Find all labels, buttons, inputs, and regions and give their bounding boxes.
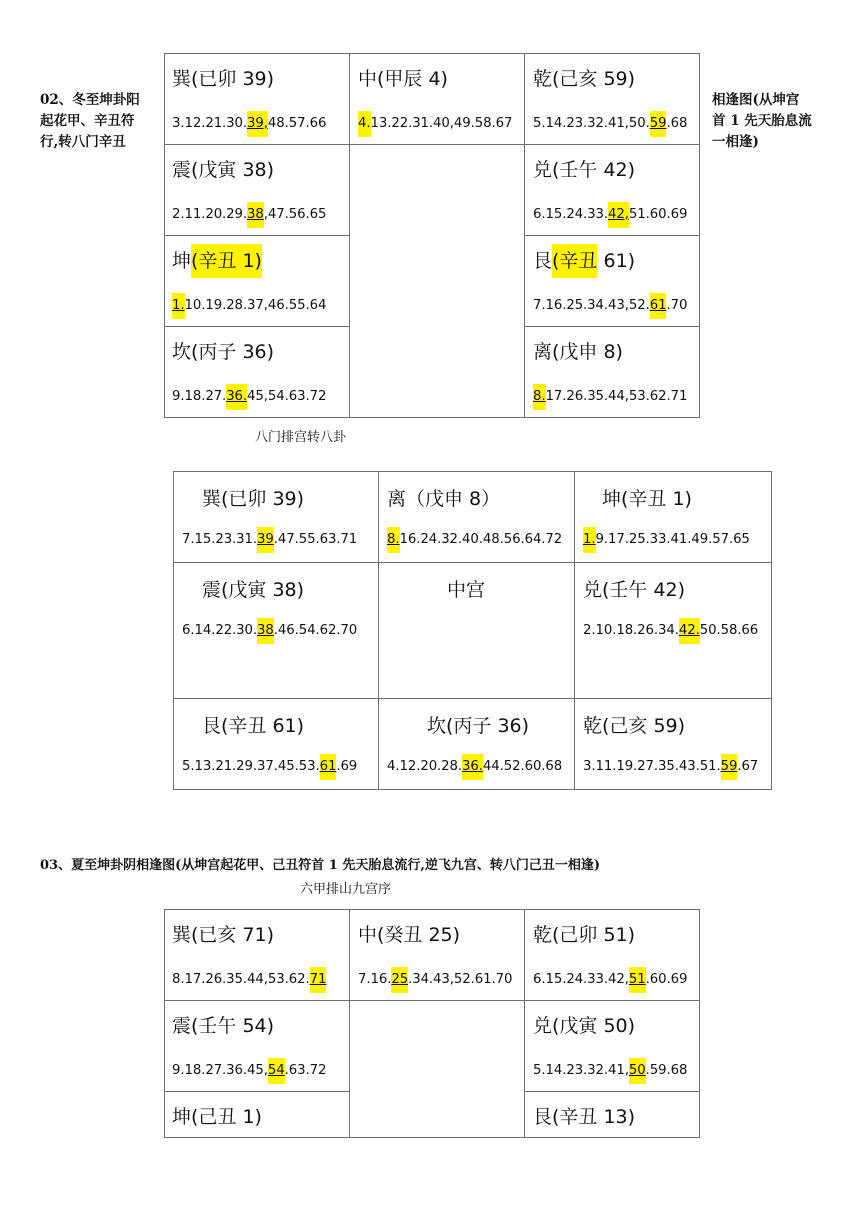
- cell-xun: [165, 54, 350, 145]
- cell-numbers: 6.15.24.33.42,51.60.69: [533, 967, 687, 993]
- cell-numbers: 2.11.20.29.38,47.56.65: [172, 202, 326, 228]
- cell-numbers: 4.12.20.28.36.44.52.60.68: [387, 754, 562, 780]
- highlight-number: 39: [257, 527, 274, 553]
- cell-title: 兑(壬午 42): [533, 159, 636, 181]
- highlight-number: 39,: [247, 111, 268, 137]
- section02-label: [40, 90, 160, 153]
- highlight-number: 1.: [583, 527, 596, 553]
- cell-dui: [525, 145, 700, 236]
- caption-liujia: 六甲排山九宫序: [300, 882, 392, 897]
- section03-heading: 03、夏至坤卦阴相逢图(从坤宫起花甲、己丑符首 1 先天胎息流行,逆飞九宫、转八门己丑一相逢): [40, 858, 601, 873]
- highlight-number: 38: [257, 618, 274, 644]
- section02-right-line: 相逢图(从坤宫: [712, 92, 800, 108]
- highlight-number: 61: [650, 293, 667, 319]
- cell-title: 兑(戊寅 50): [533, 1015, 636, 1037]
- cell-gen: [525, 1092, 700, 1138]
- cell-center-empty: [350, 1001, 525, 1138]
- cell-numbers: 3.12.21.30.39,48.57.66: [172, 111, 326, 137]
- cell-title: 离（戊申 8）: [387, 488, 501, 510]
- cell-numbers: 4.13.22.31.40,49.58.67: [358, 111, 512, 137]
- cell-numbers: 7.16.25.34.43,52.61.70: [358, 967, 512, 993]
- cell-title: 巽(已卯 39): [202, 488, 305, 510]
- cell-title: 艮(辛丑 61): [533, 244, 635, 278]
- cell-numbers: 1.10.19.28.37,46.55.64: [172, 293, 326, 319]
- section02-right-line: 一相逢): [712, 134, 759, 150]
- cell-gen: [174, 699, 379, 790]
- cell-title: 震(壬午 54): [172, 1015, 275, 1037]
- highlight-title: (辛丑 1): [191, 244, 262, 278]
- cell-title: 中(甲辰 4): [358, 68, 448, 90]
- highlight-number: 1.: [172, 293, 185, 319]
- highlight-number: 42.: [679, 618, 700, 644]
- cell-kan: [379, 699, 575, 790]
- highlight-number: 50: [629, 1058, 646, 1084]
- cell-kun: [165, 1092, 350, 1138]
- highlight-number: 59: [650, 111, 667, 137]
- highlight-number: 25: [391, 967, 408, 993]
- cell-title: 中(癸丑 25): [358, 924, 461, 946]
- section02-label-line: 02、冬至坤卦阳: [40, 92, 140, 108]
- cell-title: 坤(己丑 1): [172, 1106, 262, 1128]
- caption-bamen: 八门排宫转八卦: [255, 430, 347, 445]
- highlight-number: 8.: [387, 527, 400, 553]
- cell-title: 离(戊申 8): [533, 341, 623, 363]
- cell-numbers: 9.18.27.36.45,54.63.72: [172, 384, 326, 410]
- cell-title: 巽(已卯 39): [172, 68, 275, 90]
- cell-zhonggong: [379, 563, 575, 699]
- cell-xun: [165, 910, 350, 1001]
- cell-title: 震(戊寅 38): [202, 579, 305, 601]
- cell-numbers: 3.11.19.27.35.43.51.59.67: [583, 754, 758, 780]
- grid-bagua: [173, 471, 772, 790]
- cell-qian: [575, 699, 772, 790]
- cell-numbers: 8.16.24.32.40.48.56.64.72: [387, 527, 562, 553]
- section02-right-note: [712, 90, 842, 153]
- cell-title: 震(戊寅 38): [172, 159, 275, 181]
- cell-li: [525, 327, 700, 418]
- highlight-number: 38: [247, 202, 264, 228]
- cell-xun: [174, 472, 379, 563]
- highlight-number: 71: [310, 967, 327, 993]
- highlight-number: 36.: [226, 384, 247, 410]
- section02-label-line: 行,转八门辛丑: [40, 134, 126, 150]
- cell-title: 巽(已亥 71): [172, 924, 275, 946]
- cell-numbers: 5.13.21.29.37.45.53.61.69: [182, 754, 357, 780]
- cell-center-empty: [350, 145, 525, 418]
- cell-kan: [165, 327, 350, 418]
- section02-right-line: 首 1 先天胎息流: [712, 113, 812, 129]
- cell-gen: [525, 236, 700, 327]
- highlight-number: 61: [320, 754, 337, 780]
- cell-zhen: [165, 145, 350, 236]
- cell-numbers: 2.10.18.26.34.42.50.58.66: [583, 618, 758, 644]
- cell-kun: [165, 236, 350, 327]
- cell-kun: [575, 472, 772, 563]
- cell-numbers: 1.9.17.25.33.41.49.57.65: [583, 527, 750, 553]
- grid-summer-yin: [164, 909, 700, 1138]
- highlight-number: 42,: [608, 202, 629, 228]
- cell-title: 坎(丙子 36): [172, 341, 275, 363]
- highlight-number: 4.: [358, 111, 371, 137]
- highlight-number: 8.: [533, 384, 546, 410]
- cell-title: 艮(辛丑 13): [533, 1106, 636, 1128]
- cell-zhen: [165, 1001, 350, 1092]
- cell-zhong: [350, 910, 525, 1001]
- cell-title: 乾(己卯 51): [533, 924, 636, 946]
- cell-zhen: [174, 563, 379, 699]
- cell-li: [379, 472, 575, 563]
- highlight-number: 59: [721, 754, 738, 780]
- cell-numbers: 8.17.26.35.44,53.62.71: [172, 967, 326, 993]
- cell-title: 坤(辛丑 1): [172, 244, 262, 278]
- cell-numbers: 9.18.27.36.45,54.63.72: [172, 1058, 326, 1084]
- cell-zhong: [350, 54, 525, 145]
- highlight-number: 36.: [462, 754, 483, 780]
- cell-title: 坎(丙子 36): [427, 715, 530, 737]
- cell-title: 中宫: [447, 579, 486, 601]
- cell-numbers: 8.17.26.35.44,53.62.71: [533, 384, 687, 410]
- highlight-title: (辛丑: [552, 244, 597, 278]
- cell-numbers: 7.15.23.31.39.47.55.63.71: [182, 527, 357, 553]
- cell-title: 兑(壬午 42): [583, 579, 686, 601]
- cell-numbers: 5.14.23.32.41,50.59.68: [533, 1058, 687, 1084]
- section02-label-line: 起花甲、辛丑符: [40, 113, 135, 129]
- cell-numbers: 6.14.22.30.38.46.54.62.70: [182, 618, 357, 644]
- cell-dui: [525, 1001, 700, 1092]
- highlight-number: 51: [629, 967, 646, 993]
- cell-title: 坤(辛丑 1): [602, 488, 692, 510]
- cell-title: 乾(己亥 59): [533, 68, 636, 90]
- cell-numbers: 6.15.24.33.42,51.60.69: [533, 202, 687, 228]
- cell-title: 艮(辛丑 61): [202, 715, 305, 737]
- highlight-number: 54: [268, 1058, 285, 1084]
- cell-title: 乾(己亥 59): [583, 715, 686, 737]
- cell-dui: [575, 563, 772, 699]
- cell-numbers: 5.14.23.32.41,50.59.68: [533, 111, 687, 137]
- cell-numbers: 7.16.25.34.43,52.61.70: [533, 293, 687, 319]
- cell-qian: [525, 910, 700, 1001]
- grid-winter-yang: [164, 53, 700, 418]
- cell-qian: [525, 54, 700, 145]
